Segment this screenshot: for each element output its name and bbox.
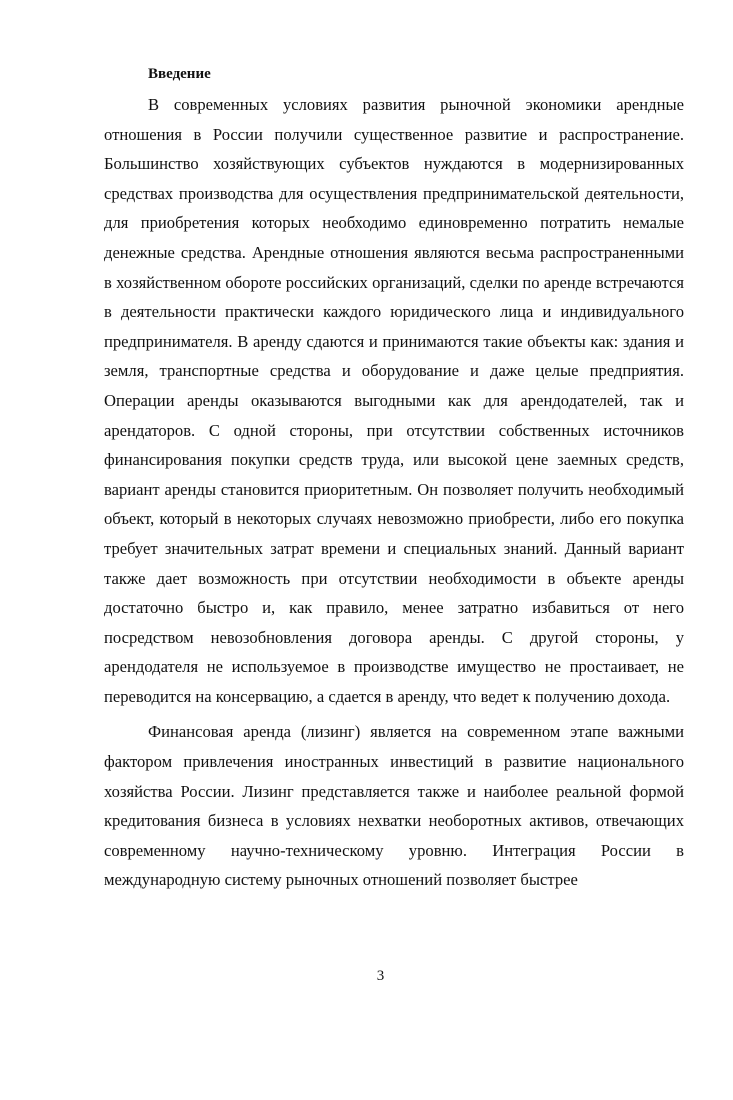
- paragraph-1: В современных условиях развития рыночной экономики арендные отношения в России получили существенное развитие и распространение. Большинство хозяйствующих субъектов нуждаются в модернизированных средствах производства для осуществления предпринимательской деятельности, для приобретения которых необходимо единовременно потратить немалые денежные средства. Арендные отношения являются весьма распространенными в хозяйственном обороте российских организаций, сделки по аренде встречаются в деятельности практически каждого юридического лица и индивидуального предпринимателя. В аренду сдаются и принимаются такие объекты как: здания и земля, транспортные средства и оборудование и даже целые предприятия. Операции аренды оказываются выгодными как для арендодателей, так и арендаторов. С одной стороны, при отсутствии собственных источников финансирования покупки средств труда, или высокой цене заемных средств, вариант аренды становится приоритетным. Он позволяет получить необходимый объект, который в некоторых случаях невозможно приобрести, либо его покупка требует значительных затрат времени и специальных знаний. Данный вариант также дает возможность при отсутствии необходимости в объекте аренды достаточно быстро и, как правило, менее затратно избавиться от него посредством невозобновления договора аренды. С другой стороны, у арендодателя не используемое в производстве имущество не простаивает, не переводится на консервацию, а сдается в аренду, что ведет к получению дохода.: [104, 95, 684, 706]
- paragraph-2: Финансовая аренда (лизинг) является на современном этапе важными фактором привлечения иностранных инвестиций в развитие национального хозяйства России. Лизинг представляется также и наиболее реальной формой кредитования бизнеса в условиях нехватки необоротных активов, отвечающих современному научно-техническому уровню. Интеграция России в международную систему рыночных отношений позволяет быстрее: [104, 722, 684, 890]
- page-number: 3: [376, 968, 385, 984]
- section-heading: Введение: [148, 66, 211, 82]
- document-page: [104, 58, 684, 895]
